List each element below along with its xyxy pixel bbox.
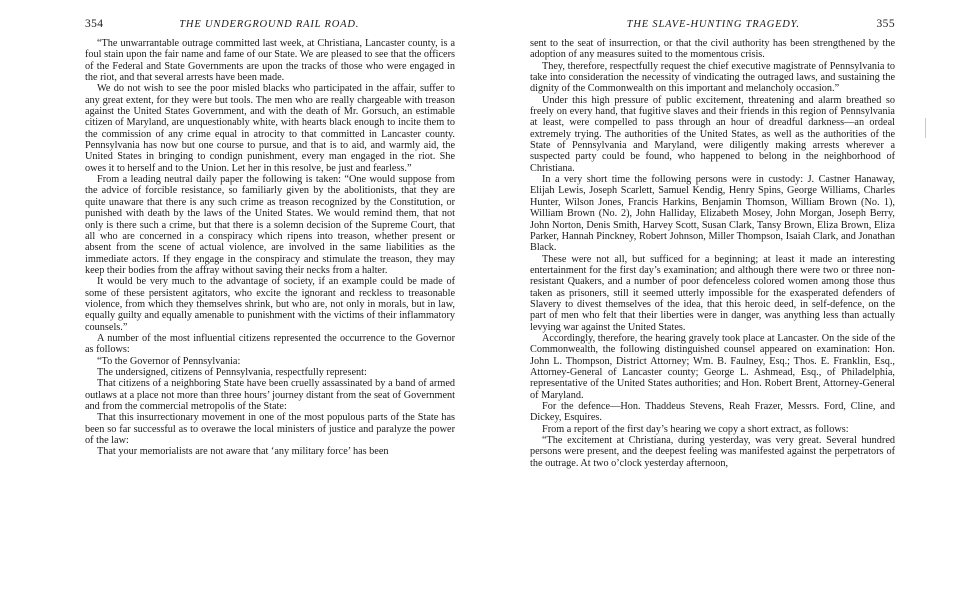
right-page (490, 0, 980, 612)
right-running-head: THE SLAVE-HUNTING TRAGEDY. (626, 19, 800, 30)
paragraph: We do not wish to see the poor misled blacks who participated in the affair, suffer to any great extent, for they were but tools. The men who are really chargeable with treason against the United States Government, and with the death of Mr. Gorsuch, an estimable citizen of Maryland, are unquestionably white, with hearts black enough to incite them to the commission of any crime equal in atrocity to that committed in Lancaster county. Pennsylvania has now but one course to pursue, and that is to aid, and warmly aid, the United States in bringing to condign punishment, every man engaged in the riot. She owes it to herself and to the Union. Let her in this resolve, be just and fearless.” (85, 83, 455, 174)
paragraph: A number of the most influential citizens represented the occurrence to the Governor as follows: (85, 332, 455, 356)
paragraph: “The excitement at Christiana, during yesterday, was very great. Several hundred persons were present, and the deepest feeling was manifested against the perpetrators of the outrage. At two o’clock yesterday afternoon, (530, 435, 895, 469)
right-page-number: 355 (876, 18, 895, 30)
left-page-header (85, 18, 455, 30)
paragraph: Accordingly, therefore, the hearing gravely took place at Lancaster. On the side of the Commonwealth, the following distinguished counsel appeared on examination: Hon. John L. Thompson, District Attorney; Wm. B. Faulney, Esq.; Thos. E. Franklin, Esq., Attorney-General of Lancaster county; George L. Ashmead, Esq., of Philadelphia, representative of the United States authorities; and Hon. Robert Brent, Attorney-General of Maryland. (530, 332, 895, 401)
paragraph: It would be very much to the advantage of society, if an example could be made of some of these persistent agitators, who excite the ignorant and reckless to treasonable violence, from which they themselves shrink, but who are, not only in morals, but in law, equally guilty and equally amenable to punishment with the victims of their inflammatory counsels.” (85, 276, 455, 333)
memorial-salutation: “To the Governor of Pennsylvania: (97, 355, 241, 367)
right-page-body (530, 38, 895, 469)
paragraph: Under this high pressure of public excitement, threatening and alarm breathed so freely on every hand, that fugitive slaves and their friends in this region of Pennsylvania at least, were compelled to pass through an hour of dreadful darkness—an ordeal extremely trying. The authorities of the United States, as well as the authorities of the State of Pennsylvania and Maryland, were diligently making arrests wherever a suspected party could be found, who happened to belong in the neighborhood of Christiana. (530, 94, 895, 174)
paragraph: That citizens of a neighboring State have been cruelly assassinated by a band of armed outlaws at a place not more than three hours’ journey distant from the seat of Government and from the commercial metropolis of the State: (85, 378, 455, 412)
paragraph: “The unwarrantable outrage committed last week, at Christiana, Lancaster county, is a foul stain upon the fair name and fame of our State. We are pleased to see that the officers of the Federal and State Governments are upon the tracks of those who were engaged in the riot, and that several arrests have been made. (85, 38, 455, 84)
right-page-header (530, 18, 895, 30)
paragraph: These were not all, but sufficed for a beginning; at least it made an interesting entertainment for the first day’s examination; and although there were two or three non-resistant Quakers, and a number of poor defenceless colored women among those thus taken as prisoners, still it seemed utterly impossible for the exasperated defenders of Slavery to divest themselves of the idea, that this heroic deed, in self-defence, on the part of men who felt that their liberties were in danger, was anything less than actually levying war against the United States. (530, 253, 895, 333)
left-page-number: 354 (85, 18, 104, 30)
left-page-body (85, 38, 455, 458)
margin-mark (925, 118, 926, 138)
paragraph: For the defence—Hon. Thaddeus Stevens, Reah Frazer, Messrs. Ford, Cline, and Dickey, Esquires. (530, 401, 895, 424)
paragraph: In a very short time the following persons were in custody: J. Castner Hanaway, Elijah Lewis, Joseph Scarlett, Samuel Kendig, Henry Spins, George Williams, Charles Hunter, Wilson Jones, Francis Harkins, Benjamin Thomson, William Brown (No. 1), William Brown (No. 2), John Halliday, Elizabeth Mosey, John Morgan, Joseph Berry, John Norton, Denis Smith, Harvey Scott, Susan Clark, Tansy Brown, Eliza Brown, Eliza Parker, Hannah Pinckney, Robert Johnson, Miller Thompson, Isaiah Clark, and Jonathan Black. (530, 174, 895, 254)
left-running-head: THE UNDERGROUND RAIL ROAD. (179, 19, 360, 30)
paragraph: That your memorialists are not aware that ‘any military force’ has been (97, 446, 389, 458)
paragraph: From a report of the first day’s hearing we copy a short extract, as follows: (542, 423, 849, 435)
paragraph: That this insurrectionary movement in one of the most populous parts of the State has been so far successful as to overawe the local ministers of justice and paralyze the power of the law: (85, 412, 455, 447)
paragraph: From a leading neutral daily paper the following is taken: “One would suppose from the advice of forcible resistance, so familiarly given by the abolitionists, that they are quite unaware that there is any such crime as treason recognized by the Constitution, or punished with death by the laws of the United States. We would remind them, that not only is there such a crime, but that there is a solemn decision of the Supreme Court, that all who are concerned in a conspiracy which ripens into treason, whether present or absent from the scene of actual violence, are involved in the same liabilities as the immediate actors. If they engage in the conspiracy and stimulate the treason, they may keep their bodies from the affray without saving their necks from a halter. (85, 174, 455, 276)
paragraph: The undersigned, citizens of Pennsylvania, respectfully represent: (97, 366, 367, 378)
paragraph: They, therefore, respectfully request the chief executive magistrate of Pennsylvania to take into consideration the necessity of vindicating the outraged laws, and sustaining the dignity of the Commonwealth on this important and melancholy occasion.” (530, 60, 895, 95)
paragraph: sent to the seat of insurrection, or that the civil authority has been strengthened by the adoption of any measures suited to the momentous crisis. (530, 38, 895, 61)
